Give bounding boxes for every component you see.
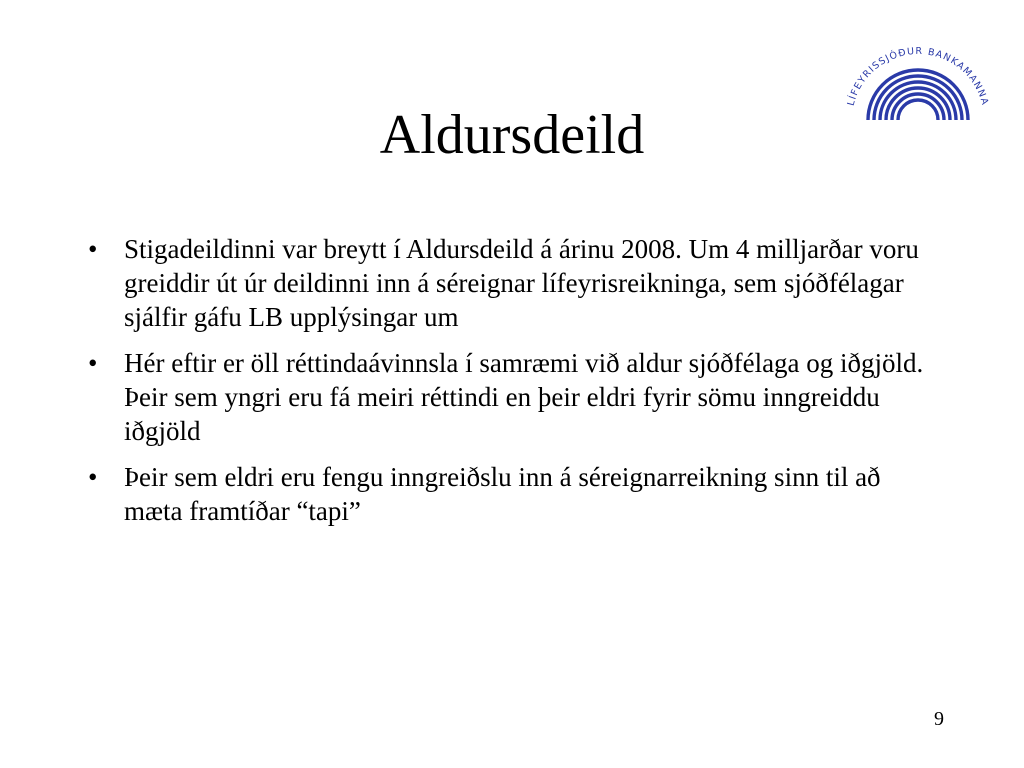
page-number: 9 xyxy=(934,708,944,730)
logo-text: LÍFEYRISSJÓÐUR BANKAMANNA xyxy=(845,45,991,108)
bullet-text: Hér eftir er öll réttindaávinnsla í samræmi við aldur sjóðfélaga og iðgjöld. Þeir sem yngri eru fá meiri réttindi en þeir eldri fyrir sömu inngreiddu iðgjöld xyxy=(124,348,924,446)
bullet-icon: • xyxy=(88,348,98,378)
bullet-list xyxy=(88,232,938,540)
bullet-icon: • xyxy=(88,462,98,492)
bullet-text: Stigadeildinni var breytt í Aldursdeild á árinu 2008. Um 4 milljarðar voru greiddir út úr deildinni inn á séreignar lífeyrisreikninga, sem sjóðfélagar sjálfir gáfu LB upplýsingar um xyxy=(124,234,919,332)
bullet-text: Þeir sem eldri eru fengu inngreiðslu inn á séreignarreikning sinn til að mæta framtíðar “tapi” xyxy=(124,462,881,526)
bullet-icon: • xyxy=(88,234,98,264)
bullet-item xyxy=(88,232,938,334)
bullet-item xyxy=(88,460,938,528)
bullet-item xyxy=(88,346,938,448)
slide-title: Aldursdeild xyxy=(379,104,645,166)
